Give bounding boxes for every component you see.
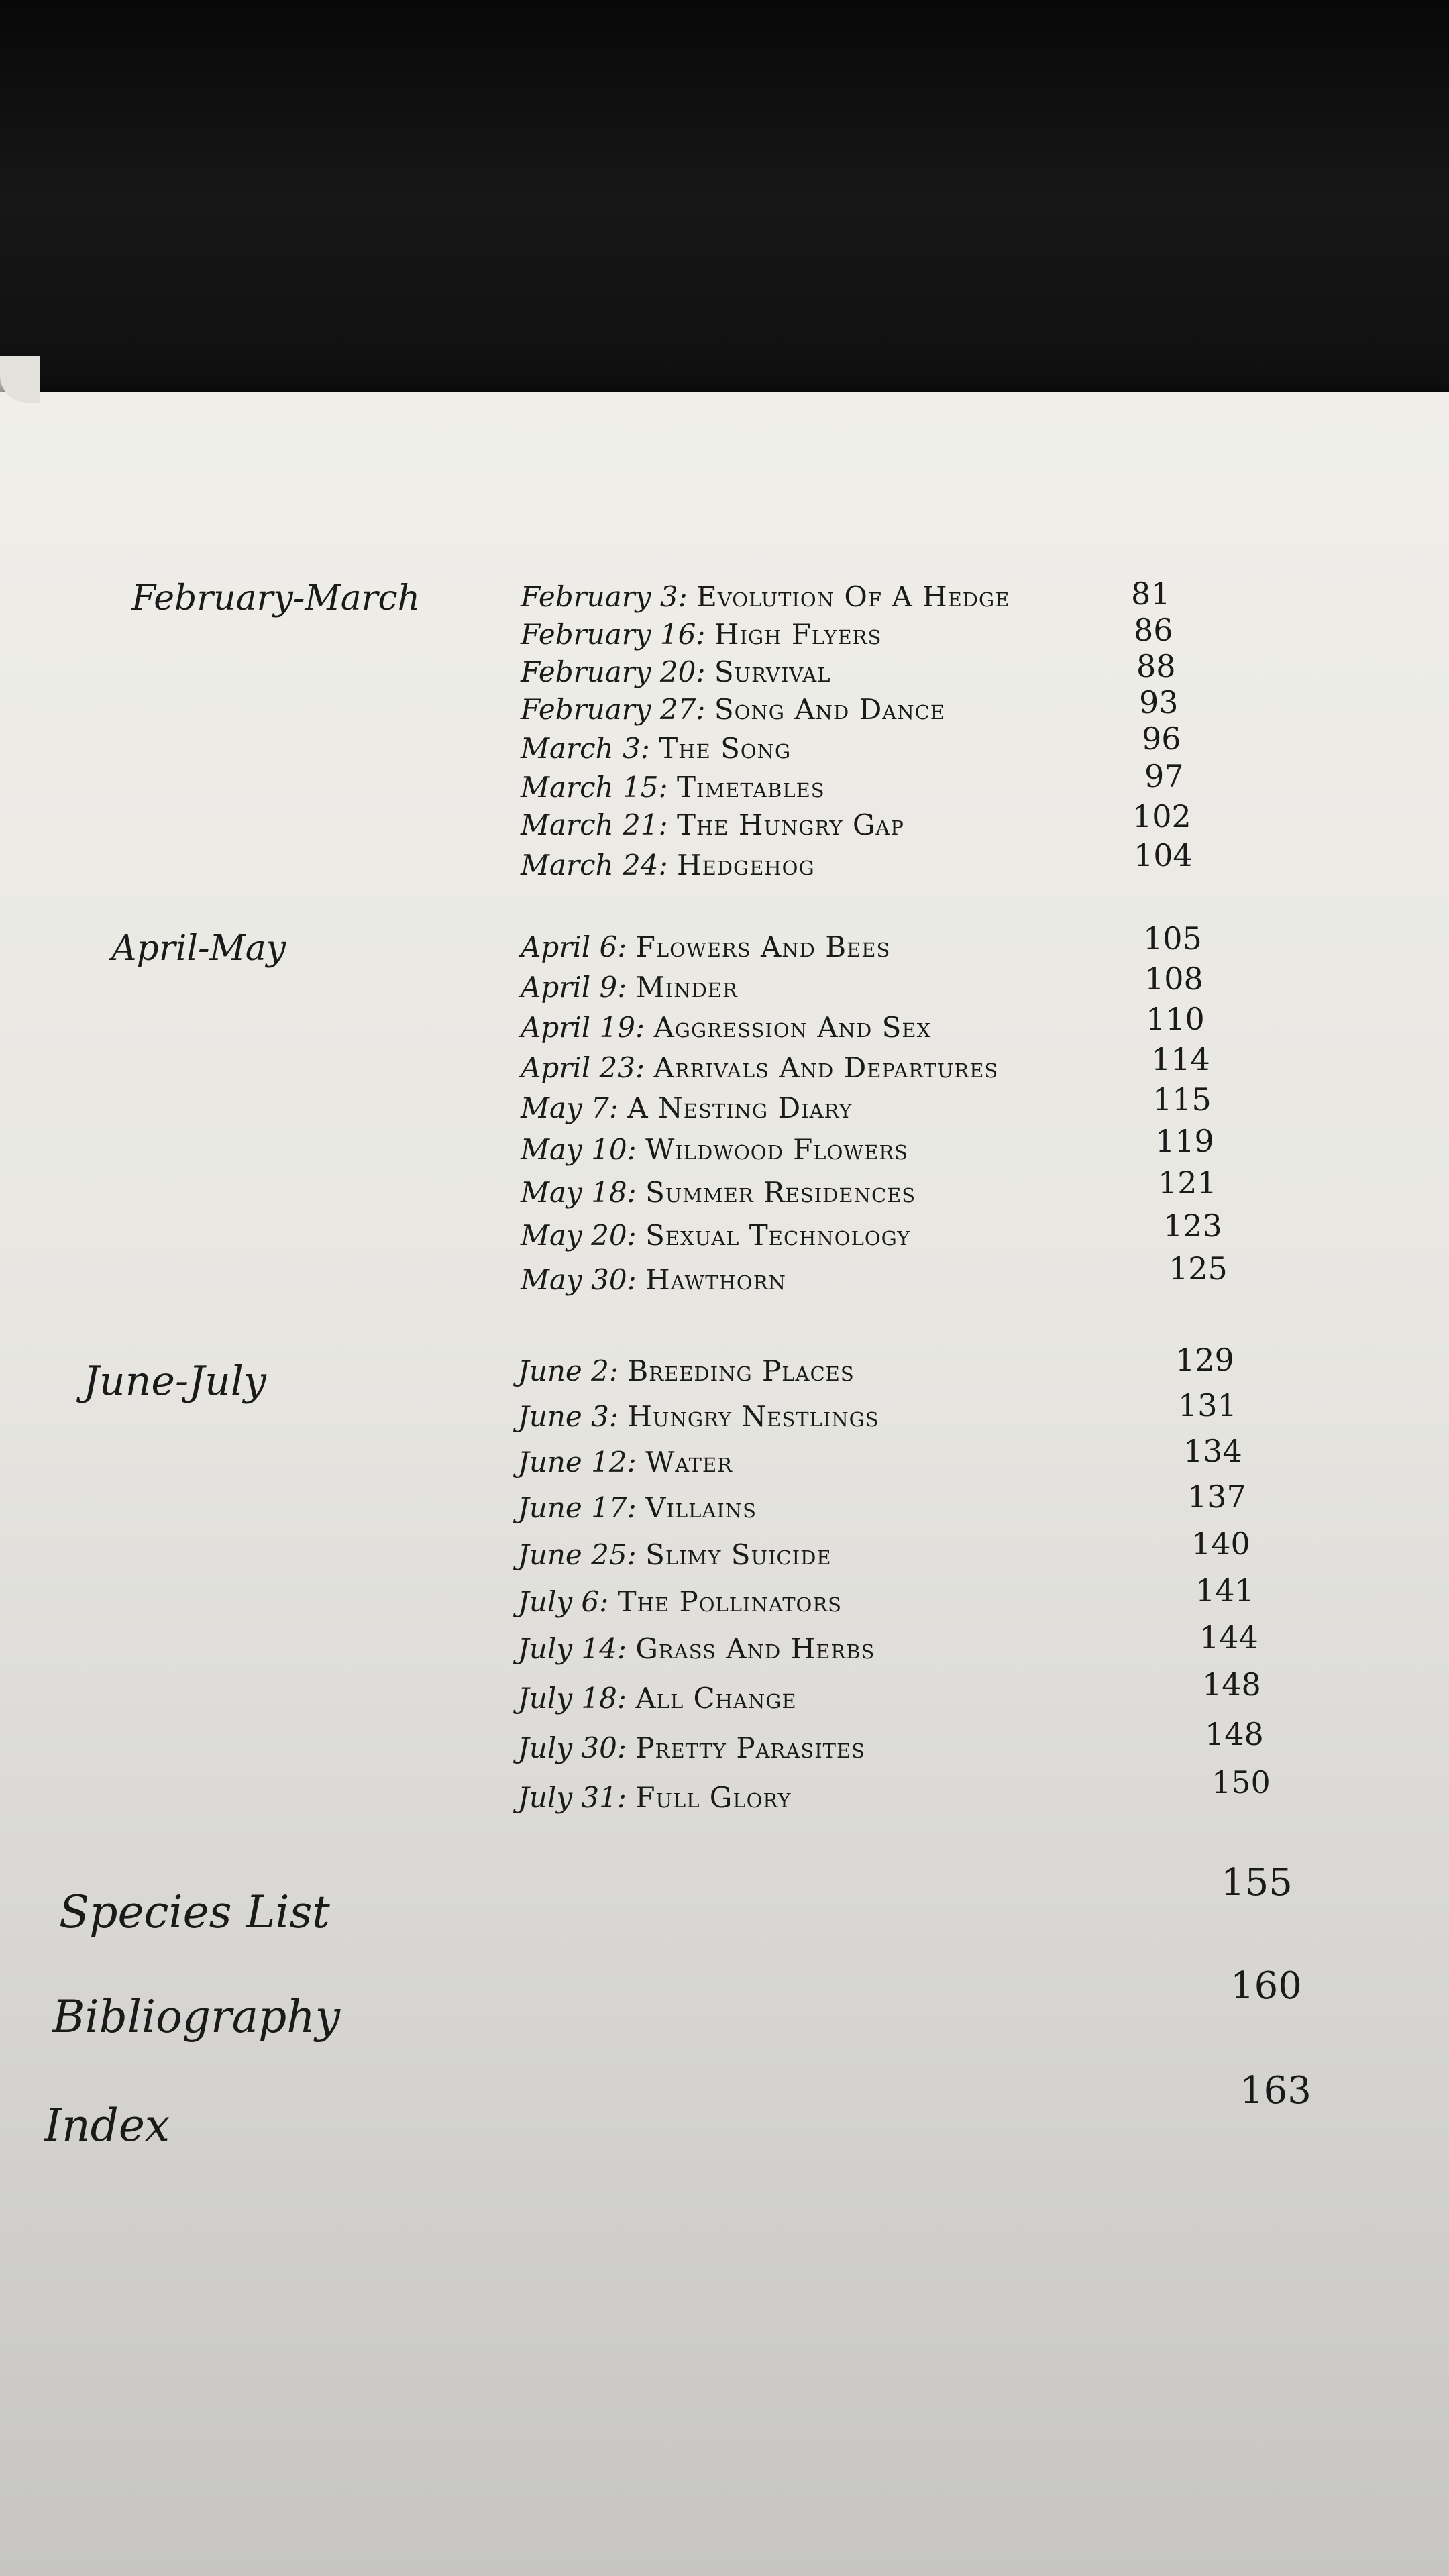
toc-entry — [521, 1217, 910, 1254]
entry-page-number: 121 — [1158, 1165, 1217, 1201]
section-label-february-march: February-March — [131, 578, 421, 619]
toc-entry — [521, 1089, 853, 1127]
entry-page-number: 96 — [1142, 720, 1181, 757]
entry-page-number: 137 — [1187, 1479, 1246, 1515]
toc-entry — [521, 1174, 916, 1212]
entry-title: Water — [645, 1446, 733, 1479]
toc-entry — [518, 1729, 865, 1767]
entry-date: February 20: — [521, 655, 706, 688]
toc-entry — [521, 1261, 786, 1299]
entry-date: April 23: — [521, 1051, 645, 1084]
entry-title: Sexual Technology — [645, 1219, 911, 1252]
toc-entry — [518, 1779, 791, 1817]
toc-entry — [521, 616, 881, 653]
entry-page-number: 123 — [1163, 1208, 1222, 1244]
entry-date: March 15: — [521, 771, 668, 804]
entry-page-number: 129 — [1175, 1342, 1234, 1378]
toc-entry — [521, 1009, 931, 1046]
toc-entry — [518, 1583, 842, 1621]
entry-title: Hedgehog — [677, 849, 815, 881]
entry-date: June 2: — [518, 1354, 619, 1387]
toc-entry — [521, 806, 904, 844]
entry-date: March 24: — [521, 849, 668, 881]
entry-title: Grass And Herbs — [635, 1632, 875, 1665]
entry-date: May 30: — [521, 1263, 637, 1296]
entry-date: February 3: — [521, 580, 688, 613]
entry-date: April 19: — [521, 1011, 645, 1044]
entry-date: April 9: — [521, 971, 627, 1004]
entry-page-number: 150 — [1212, 1764, 1271, 1801]
entry-date: March 21: — [521, 808, 668, 841]
entry-title: Flowers And Bees — [635, 930, 891, 963]
toc-entry — [521, 578, 1010, 616]
entry-date: May 7: — [521, 1091, 619, 1124]
entry-title: Aggression And Sex — [653, 1011, 932, 1044]
entry-date: June 12: — [518, 1446, 637, 1479]
entry-title: The Hungry Gap — [677, 808, 904, 841]
entry-page-number: 110 — [1146, 1001, 1205, 1037]
entry-page-number: 88 — [1136, 648, 1176, 684]
entry-date: July 6: — [518, 1585, 609, 1618]
entry-title: A Nesting Diary — [627, 1091, 853, 1124]
entry-title: The Pollinators — [617, 1585, 843, 1618]
entry-title: Summer Residences — [645, 1176, 916, 1209]
entry-date: April 6: — [521, 930, 627, 963]
entry-page-number: 105 — [1143, 920, 1202, 957]
entry-title: Pretty Parasites — [635, 1731, 866, 1764]
toc-entry — [518, 1352, 855, 1390]
entry-page-number: 102 — [1132, 798, 1191, 835]
entry-page-number: 131 — [1178, 1387, 1237, 1424]
entry-date: June 17: — [518, 1491, 637, 1524]
entry-page-number: 86 — [1134, 612, 1173, 648]
entry-title: Survival — [714, 655, 831, 688]
entry-title: Slimy Suicide — [645, 1538, 832, 1571]
toc-entry — [518, 1680, 797, 1717]
entry-page-number: 148 — [1205, 1716, 1264, 1752]
toc-entry — [521, 969, 738, 1006]
entry-date: May 20: — [521, 1219, 637, 1252]
entry-date: July 14: — [518, 1632, 627, 1665]
entry-title: Minder — [635, 971, 738, 1004]
entry-title: Hawthorn — [645, 1263, 786, 1296]
entry-title: Timetables — [677, 771, 825, 804]
entry-title: Villains — [645, 1491, 757, 1524]
toc-entry — [521, 1131, 908, 1169]
entry-title: Hungry Nestlings — [627, 1400, 879, 1433]
back-matter-index: Index — [44, 2100, 170, 2151]
toc-entry — [521, 928, 890, 966]
section-label-april-may: April-May — [111, 928, 286, 969]
entry-page-number: 140 — [1191, 1525, 1250, 1562]
section-label-june-july: June-July — [83, 1358, 266, 1405]
entry-page-number: 97 — [1144, 758, 1184, 794]
entry-date: May 10: — [521, 1133, 637, 1166]
entry-page-number: 144 — [1199, 1619, 1258, 1656]
entry-date: June 25: — [518, 1538, 637, 1571]
toc-entry — [518, 1398, 879, 1436]
entry-page-number: 108 — [1144, 961, 1203, 997]
entry-title: Evolution Of A Hedge — [696, 580, 1010, 613]
back-matter-bibliography: Bibliography — [52, 1991, 340, 2043]
entry-date: March 3: — [521, 732, 650, 765]
entry-date: July 31: — [518, 1781, 627, 1814]
toc-entry — [521, 769, 825, 806]
entry-page-number: 119 — [1155, 1123, 1214, 1159]
entry-page-number: 81 — [1131, 576, 1171, 612]
toc-entry — [521, 847, 815, 884]
entry-title: All Change — [635, 1682, 797, 1715]
toc-entry — [518, 1444, 733, 1481]
entry-date: June 3: — [518, 1400, 619, 1433]
back-matter-species-list: Species List — [59, 1886, 330, 1938]
entry-page-number: 104 — [1134, 837, 1193, 873]
entry-date: July 18: — [518, 1682, 627, 1715]
entry-date: July 30: — [518, 1731, 627, 1764]
toc-entry — [521, 653, 830, 691]
entry-title: The Song — [659, 732, 792, 765]
back-matter-page-number: 163 — [1240, 2069, 1311, 2112]
entry-title: Full Glory — [635, 1781, 792, 1814]
toc-entry — [521, 691, 945, 729]
entry-date: May 18: — [521, 1176, 637, 1209]
entry-page-number: 134 — [1183, 1433, 1242, 1469]
entry-title: High Flyers — [714, 618, 882, 651]
toc-entry — [518, 1630, 875, 1668]
entry-date: February 16: — [521, 618, 706, 651]
toc-entry — [521, 730, 791, 767]
back-matter-page-number: 160 — [1230, 1964, 1302, 2008]
entry-title: Breeding Places — [627, 1354, 855, 1387]
entry-page-number: 93 — [1139, 684, 1179, 720]
back-matter-page-number: 155 — [1221, 1861, 1293, 1904]
entry-page-number: 115 — [1152, 1081, 1212, 1118]
entry-page-number: 114 — [1151, 1041, 1210, 1077]
entry-page-number: 148 — [1202, 1666, 1261, 1703]
entry-title: Wildwood Flowers — [645, 1133, 909, 1166]
entry-title: Song And Dance — [714, 693, 945, 726]
entry-page-number: 141 — [1195, 1572, 1254, 1609]
toc-entry — [521, 1049, 998, 1087]
toc-entry — [518, 1489, 757, 1527]
entry-title: Arrivals And Departures — [653, 1051, 999, 1084]
entry-date: February 27: — [521, 693, 706, 726]
toc-entry — [518, 1536, 832, 1574]
entry-page-number: 125 — [1169, 1250, 1228, 1287]
